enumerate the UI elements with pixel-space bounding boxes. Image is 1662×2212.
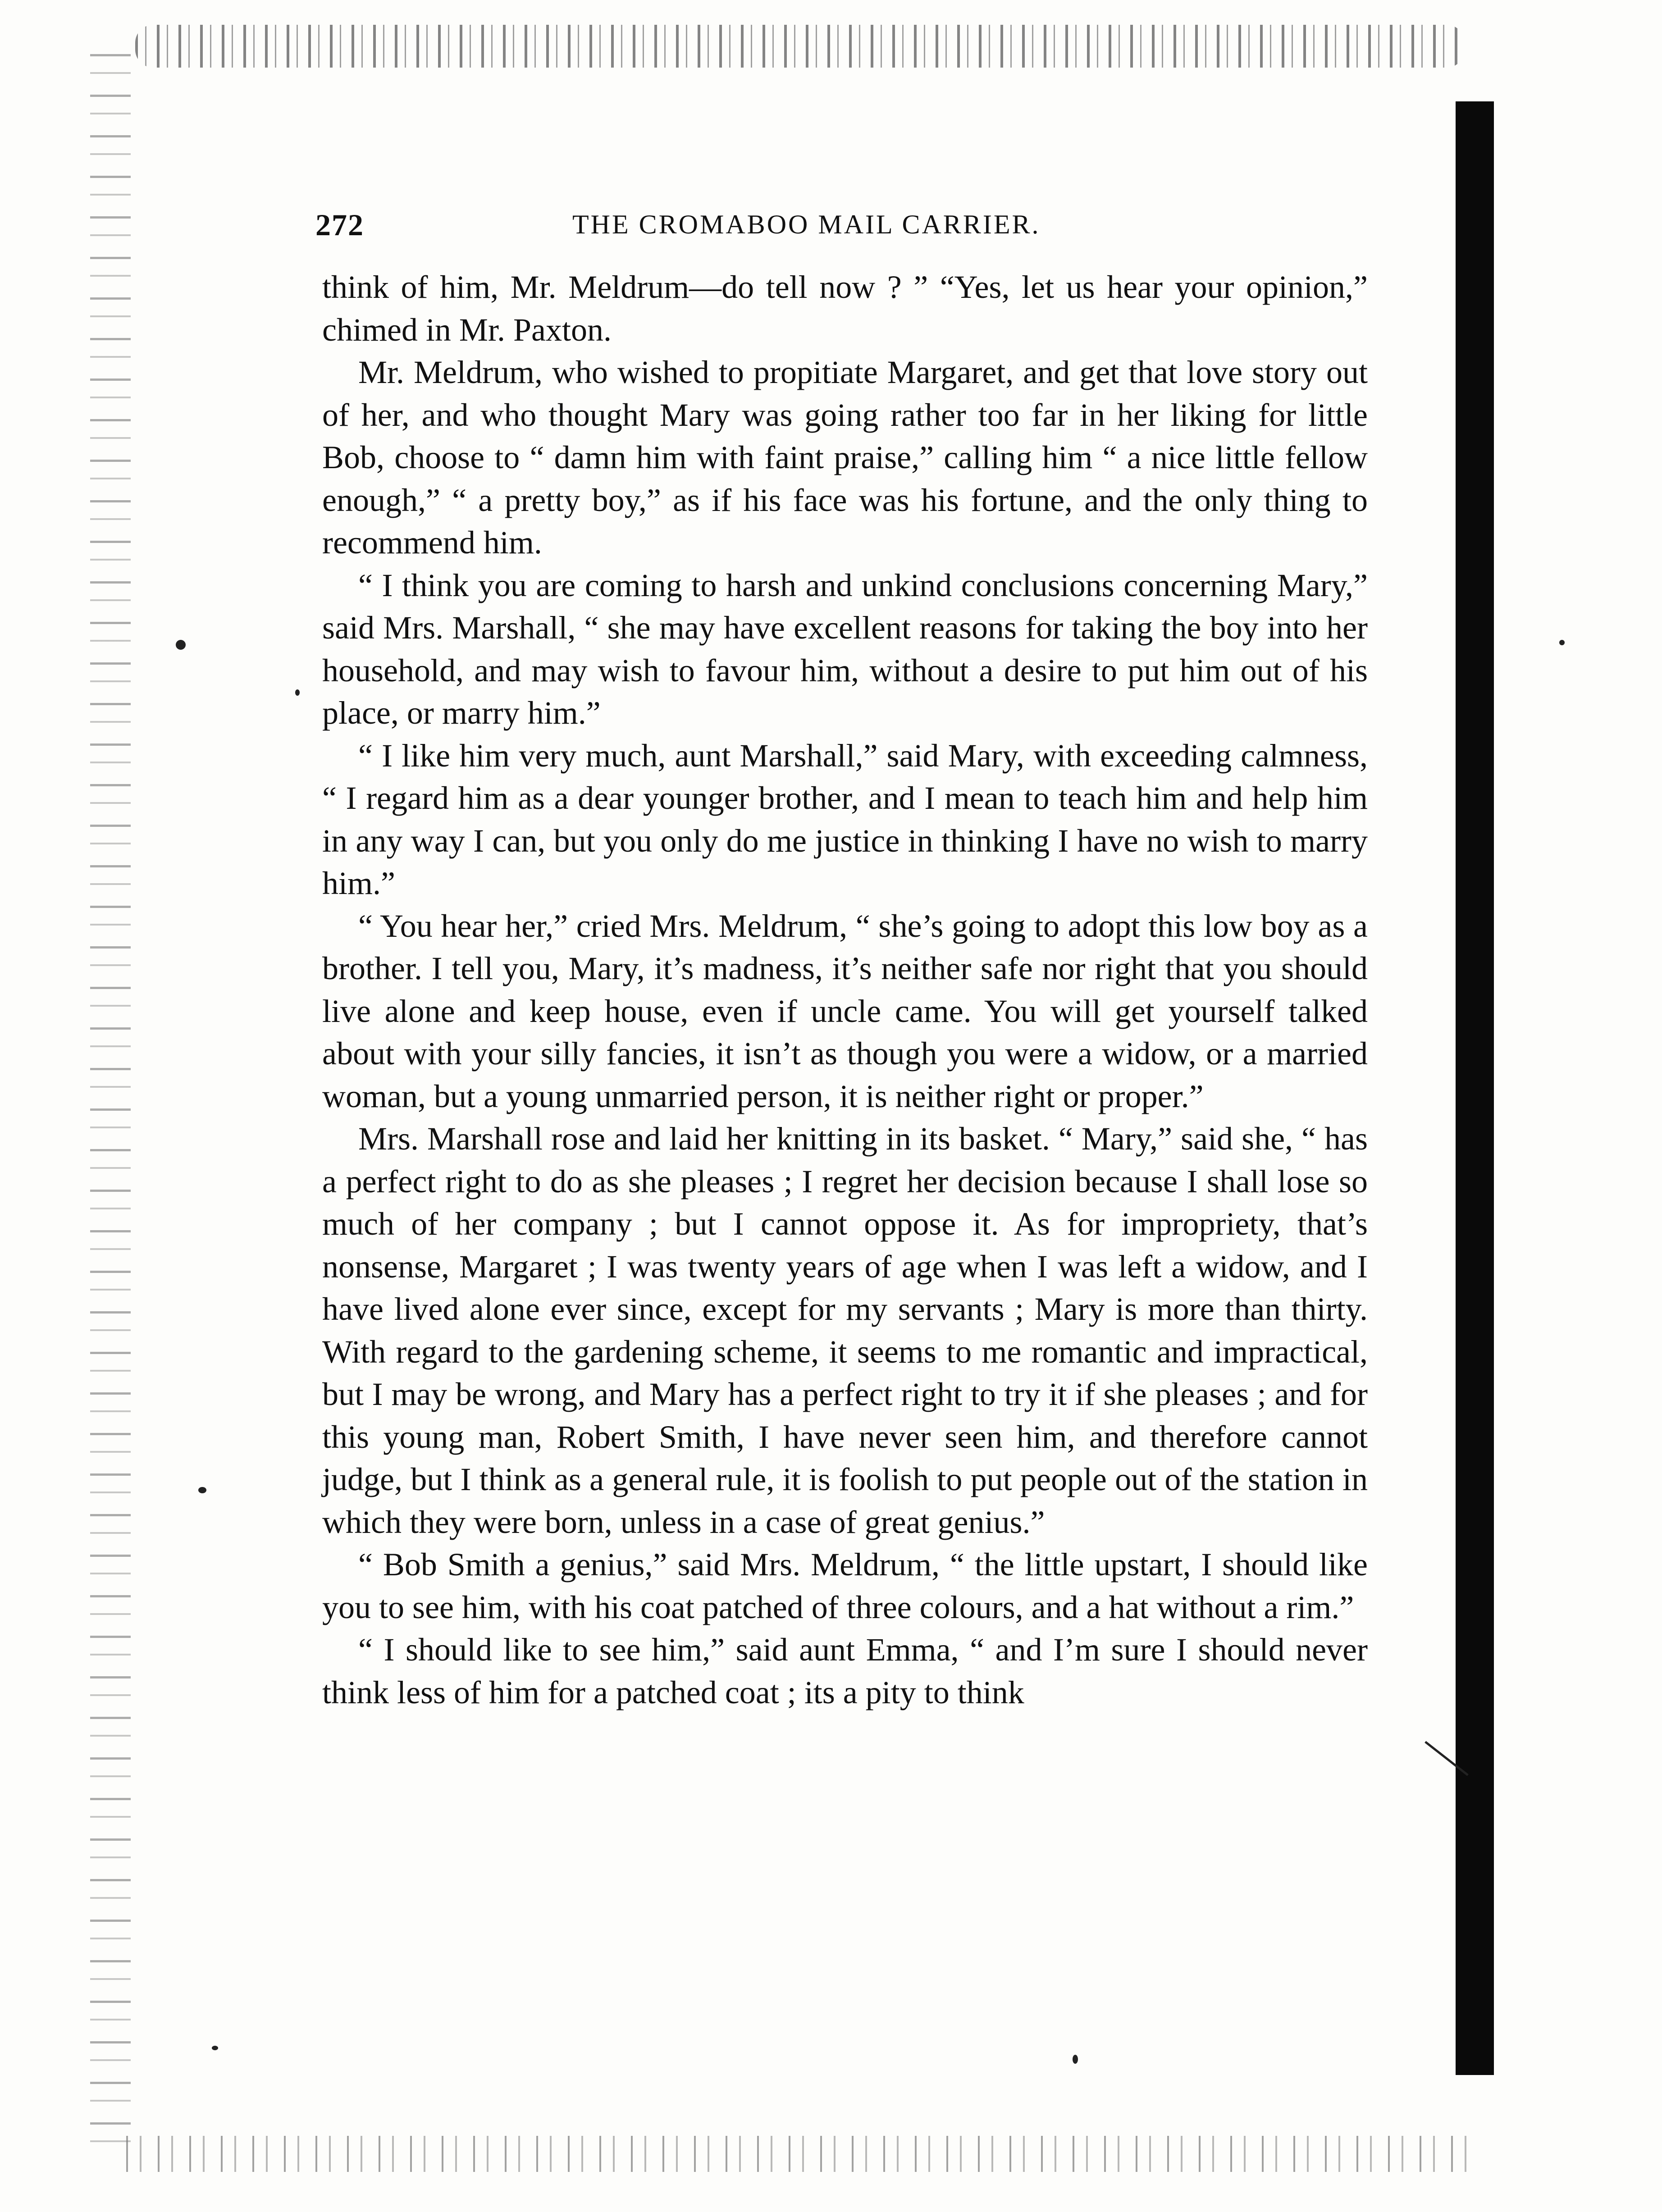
scan-speck xyxy=(176,640,186,650)
paragraph: “ I should like to see him,” said aunt Emma, “ and I’m sure I should never think less of him for a patched coat ; its a pity to think xyxy=(322,1632,1368,1710)
paragraph: “ You hear her,” cried Mrs. Meldrum, “ she’s going to adopt this low boy as a brother. I tell you, Mary, it’s madness, it’s neither safe nor right that you should live alone and keep house, even if uncle came. You will get yourself talked about with your silly fancies, it isn’t as though you were a widow, or a married woman, but a young unmarried person, it is neither right or proper.” xyxy=(322,908,1368,1114)
paragraph: “ I like him very much, aunt Marshall,” said Mary, with exceeding calmness, “ I regard him as a dear younger brother, and I mean to teach him and help him in any way I can, but you only do me justice in thinking I have no wish to marry him.” xyxy=(322,737,1368,901)
paragraph: Mr. Meldrum, who wished to propitiate Margaret, and get that love story out of her, and who thought Mary was going rather too far in her liking for little Bob, choose to “ damn him with faint praise,” calling him “ a nice little fellow enough,” “ a pretty boy,” as if his face was his fortune, and the only thing to recommend him. xyxy=(322,354,1368,561)
scan-speck xyxy=(198,1487,206,1493)
page-number: 272 xyxy=(315,208,364,242)
scan-edge-top xyxy=(135,25,1465,68)
scan-speck xyxy=(212,2046,218,2050)
scan-speck xyxy=(1073,2055,1078,2064)
paragraph: “ Bob Smith a genius,” said Mrs. Meldrum, “ the little upstart, I should like you to see him, with his coat patched of three colours, and a hat without a rim.” xyxy=(322,1546,1368,1625)
running-head xyxy=(315,207,1365,248)
scan-speck xyxy=(1559,640,1565,645)
paragraph: “ I think you are coming to harsh and unkind conclusions concerning Mary,” said Mrs. Marshall, “ she may have excellent reasons for taking the boy into her household, and may wish to favour him, without a desire to put him out of his place, or marry him.” xyxy=(322,567,1368,731)
running-title: THE CROMABOO MAIL CARRIER. xyxy=(572,210,1041,239)
paragraph: think of him, Mr. Meldrum—do tell now ? ” “Yes, let us hear your opinion,” chimed in Mr. Paxton. xyxy=(322,269,1368,348)
body-text xyxy=(322,266,1368,1714)
scan-edge-bottom xyxy=(126,2136,1478,2172)
paragraph: Mrs. Marshall rose and laid her knitting in its basket. “ Mary,” said she, “ has a perfect right to do as she pleases ; I regret her decision because I shall lose so much of her company ; but I cannot oppose it. As for impropriety, that’s nonsense, Margaret ; I was twenty years of age when I was left a widow, and I have lived alone ever since, except for my servants ; Mary is more than thirty. With regard to the gardening scheme, it seems to me romantic and impractical, but I may be wrong, and Mary has a perfect right to try it if she pleases ; and for this young man, Robert Smith, I have never seen him, and therefore cannot judge, but I think as a general rule, it is foolish to put people out of the station in which they were born, unless in a case of great genius.” xyxy=(322,1121,1368,1540)
scan-edge-left xyxy=(90,54,131,2149)
scan-binding-shadow xyxy=(1456,101,1494,2075)
scan-speck xyxy=(295,689,300,696)
